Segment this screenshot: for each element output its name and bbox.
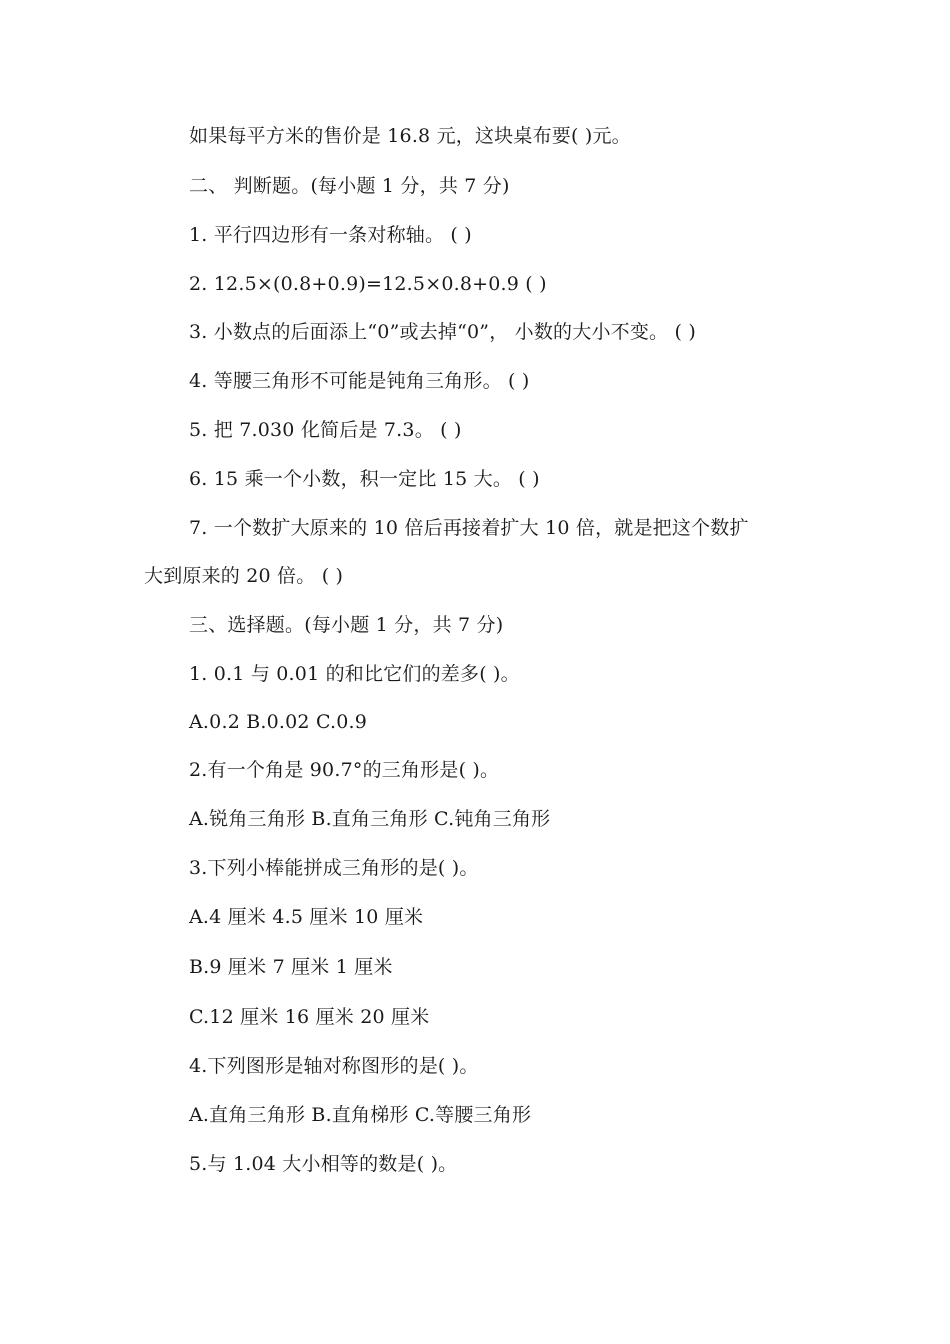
choice-question-4-options: A.直角三角形 B.直角梯形 C.等腰三角形 <box>189 1104 532 1126</box>
judge-question-7: 7. 一个数扩大原来的 10 倍后再接着扩大 10 倍，就是把这个数扩 <box>189 517 749 539</box>
choice-question-5: 5.与 1.04 大小相等的数是( )。 <box>189 1153 458 1175</box>
choice-question-1-options: A.0.2 B.0.02 C.0.9 <box>189 711 368 733</box>
text-line-price: 如果每平方米的售价是 16.8 元，这块桌布要( )元。 <box>189 125 631 147</box>
choice-question-2-options: A.锐角三角形 B.直角三角形 C.钝角三角形 <box>189 808 551 830</box>
choice-question-3-option-a: A.4 厘米 4.5 厘米 10 厘米 <box>189 906 424 928</box>
judge-question-3: 3. 小数点的后面添上“0”或去掉“0”， 小数的大小不变。 ( ) <box>189 321 696 343</box>
choice-question-3: 3.下列小棒能拼成三角形的是( )。 <box>189 857 479 879</box>
judge-question-6: 6. 15 乘一个小数，积一定比 15 大。 ( ) <box>189 468 540 490</box>
choice-question-2: 2.有一个角是 90.7°的三角形是( )。 <box>189 759 500 781</box>
section-heading-true-false: 二、 判断题。(每小题 1 分，共 7 分) <box>189 175 510 197</box>
section-heading-choice: 三、选择题。(每小题 1 分，共 7 分) <box>189 614 504 636</box>
judge-question-1: 1. 平行四边形有一条对称轴。 ( ) <box>189 224 472 246</box>
judge-question-5: 5. 把 7.030 化简后是 7.3。 ( ) <box>189 419 462 441</box>
choice-question-4: 4.下列图形是轴对称图形的是( )。 <box>189 1055 479 1077</box>
choice-question-3-option-b: B.9 厘米 7 厘米 1 厘米 <box>189 956 393 978</box>
judge-question-2: 2. 12.5×(0.8+0.9)=12.5×0.8+0.9 ( ) <box>189 273 547 295</box>
judge-question-7-continued: 大到原来的 20 倍。 ( ) <box>144 565 344 587</box>
choice-question-1: 1. 0.1 与 0.01 的和比它们的差多( )。 <box>189 663 520 685</box>
judge-question-4: 4. 等腰三角形不可能是钝角三角形。 ( ) <box>189 370 530 392</box>
choice-question-3-option-c: C.12 厘米 16 厘米 20 厘米 <box>189 1006 430 1028</box>
